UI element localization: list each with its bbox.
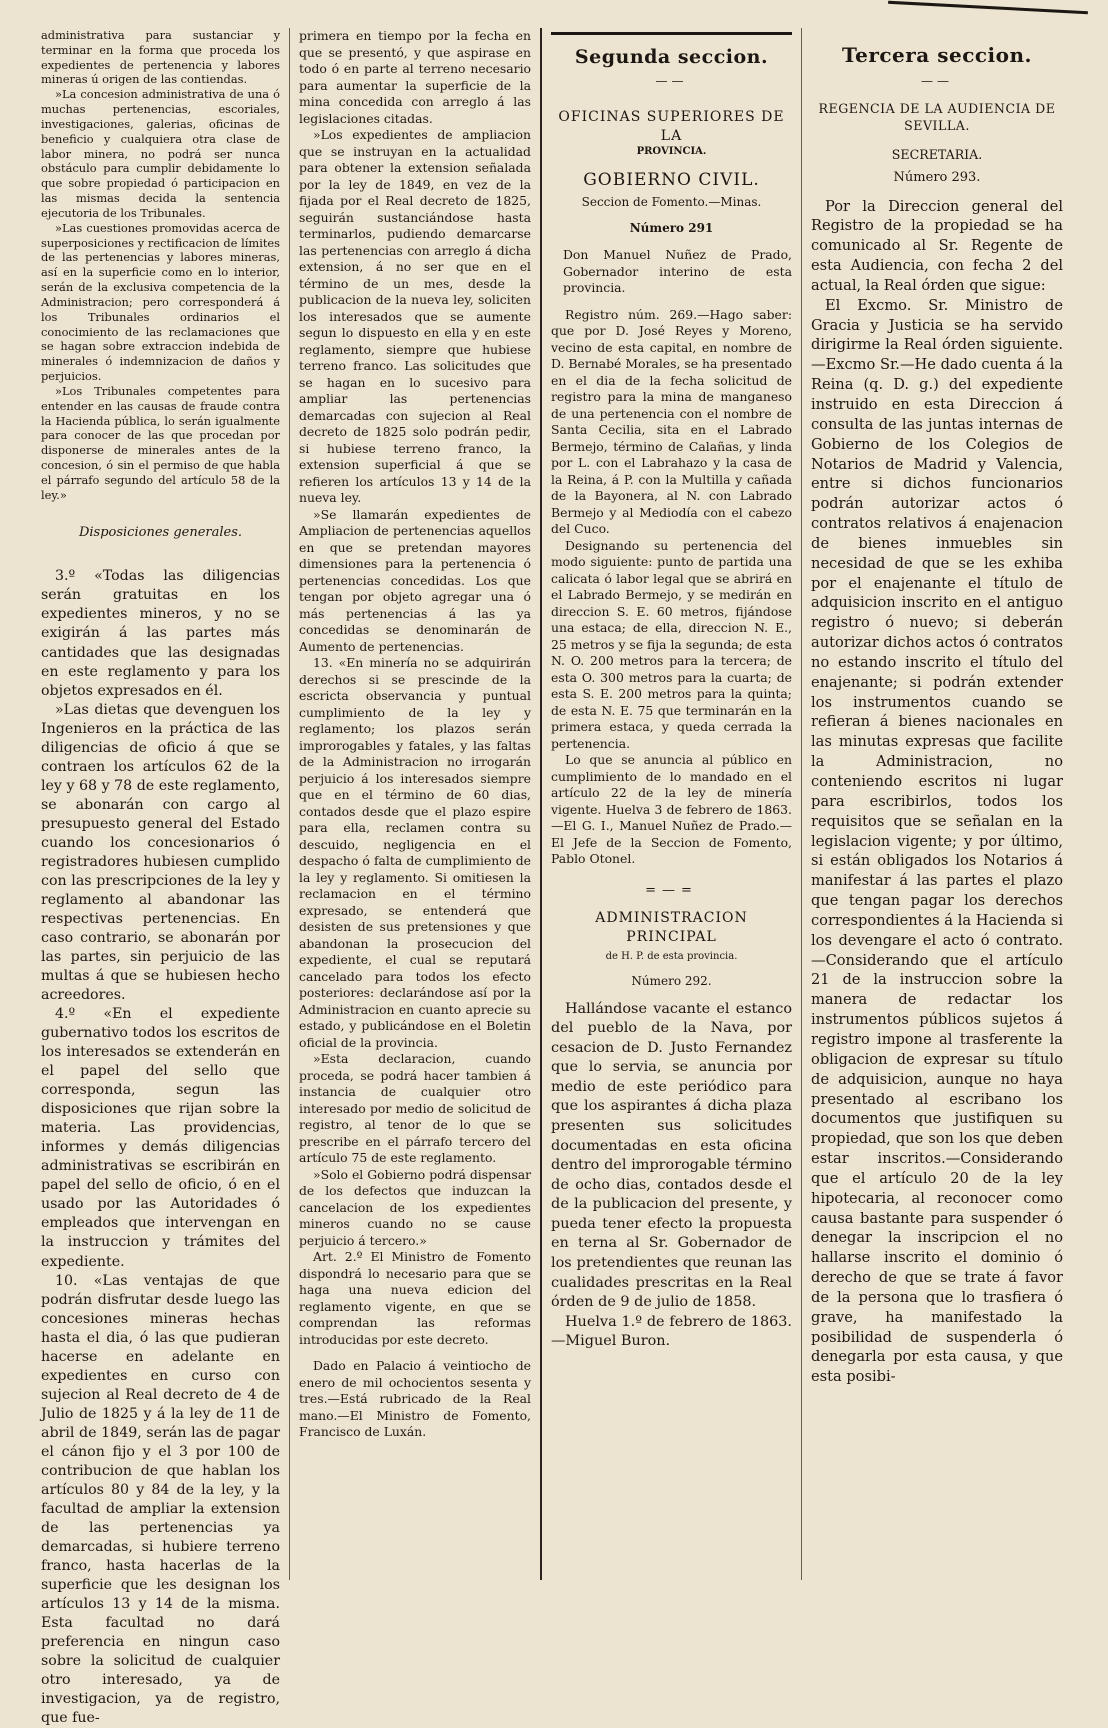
paragraph: 10. «Las ventajas de que podrán disfrutar desde luego las concesiones mineras hechas hasta el dia, ó las que pudieran hacerse en adelante en expedientes en curso con sujecion al Real decreto de 4 de Julio de 1825 y á la ley de 11 de abril de 1849, serán las de pagar el cánon fijo y el 3 por 100 de contribucion de que hablan los artículos 80 y 84 de la ley, y la facultad de ampliar la extension de las pertenencias ya demarcadas, si hubiere terreno franco, hasta hacerlas de la superficie que les designan los artículos 13 y 14 de la misma. Esta facultad no dará preferencia en ningun caso sobre la solicitud de cualquier otro interesado, ya de investigacion, ya de registro, que fue- bbox=[41, 1272, 280, 1727]
column-4 bbox=[802, 28, 1072, 1580]
paragraph: Registro núm. 269.—Hago saber: que por D. José Reyes y Moreno, vecino de esta capital, en nombre de D. Bernabé Morales, se ha presentado en el dia de la fecha solicitud de registro para la mina de manganeso de una pertenencia con el nombre de Santa Cecilia, sita en el Labrado Bermejo, término de Calañas, y linda por L. con el Labrahazo y la casa de la Reina, á P. con la Multilla y cañada de la Bayonera, al N. con Labrado Bermejo y al Mediodía con el cabezo del Cuco. bbox=[551, 306, 792, 537]
heavy-rule bbox=[551, 32, 792, 35]
paragraph: Art. 2.º El Ministro de Fomento dispondrá lo necesario para que se haga una nueva edicion del reglamento vigente, en que se comprendan las reformas introducidas por este decreto. bbox=[299, 1249, 531, 1347]
office-heading: ADMINISTRACION PRINCIPAL bbox=[595, 910, 748, 945]
notice-number: Número 292. bbox=[631, 973, 712, 988]
paragraph: »Las dietas que devenguen los Ingenieros en la práctica de las diligencias de oficio á que se contraen los artículos 62 de la ley y 68 y 78 de este reglamento, se abonarán con cargo al presupuesto general del Estado cuando los concesionarios ó registradores hubiesen cumplido con las prescripciones de la ley y reglamento al abandonar las respectivas pertenencias. En caso contrario, se abonarán por las partes, sin perjuicio de las multas á que se hubiesen hecho acreedores. bbox=[41, 701, 280, 1004]
paragraph: 13. «En minería no se adquirirán derechos si se prescinde de la escricta observancia y puntual cumplimiento de la ley y reglamento; los plazos serán improrogables y fatales, y las faltas de la Administracion no irrogarán perjuicio á los interesados siempre que en el término de 60 dias, contados desde que el plazo espire para ella, reclamen contra su descuido, negligencia en el despacho ó falta de cumplimiento de la ley y reglamento. Si omitiesen la reclamacion en el término expresado, se entenderá que desisten de sus pretensiones y que abandonan la prosecucion del expediente, el cual se reputará cancelado para todos los efecto posteriores: declarándose así por la Administracion en cuanto aprecie su estado, y publicándose en el Boletin oficial de la provincia. bbox=[299, 655, 531, 1050]
paragraph: Dado en Palacio á veintiocho de enero de mil ochocientos sesenta y tres.—Está rubricado de la Real mano.—El Ministro de Fomento, Francisco de Luxán. bbox=[299, 1358, 531, 1439]
column-2 bbox=[290, 28, 542, 1580]
office-subheading: PROVINCIA. bbox=[636, 146, 707, 158]
office-subheading: de H. P. de esta provincia. bbox=[605, 951, 738, 963]
paragraph: »Los Tribunales competentes para entender en las causas de fraude contra la Hacienda pública, lo serán igualmente para conocer de las que procedan por disponerse de minerales antes de la concesion, ó sin el permiso de que habla el párrafo segundo del artículo 58 de la ley.» bbox=[41, 383, 280, 502]
department-line: Seccion de Fomento.—Minas. bbox=[581, 195, 762, 210]
paragraph: Por la Direccion general del Registro de la propiedad se ha comunicado al Sr. Regente de esta Audiencia, con fecha 2 del actual, la Real órden que sigue: bbox=[811, 197, 1063, 294]
paragraph: »Los expedientes de ampliacion que se instruyan en la actualidad para obtener la extension señalada por la ley de 1849, en vez de la fijada por el Real decreto de 1825, seguirán sustanciándose hasta terminarlos, pudiendo demarcarse las pertenencias con arreglo á dicha extension, á no ser que en el término de un mes, desde la publicacion de la nueva ley, soliciten los interesados que se aumente segun lo dispuesto en ella y en este reglamento, siempre que hubiese terreno franco. Las solicitudes que se hagan en lo sucesivo para ampliar las pertenencias demarcadas con sujecion al Real decreto de 1825 solo podrán pedir, si hubiese terreno franco, la extension superficial á que se refieren los artículos 13 y 14 de la nueva ley. bbox=[299, 127, 531, 505]
separator: =—= bbox=[645, 882, 698, 898]
paragraph: 4.º «En el expediente gubernativo todos los escritos de los interesados se extenderán en el papel del sello que corresponda, segun las disposiciones que rijan sobre la materia. Las providencias, informes y demás diligencias administrativas se escribirán en papel del sello de oficio, ó en el usado por las Autoridades ó empleados que intervengan en la instruccion y trámites del expediente. bbox=[41, 1006, 280, 1270]
top-rule bbox=[888, 1, 1088, 14]
office-heading: REGENCIA DE LA AUDIENCIA DE SEVILLA. bbox=[818, 100, 1056, 133]
section-subheading: Disposiciones generales. bbox=[78, 524, 243, 540]
paragraph: »La concesion administrativa de una ó muchas pertenencias, escoriales, investigaciones, galerias, oficinas de beneficio y cualquiera otra clase de labor minera, no podrá ser nunca obstáculo para cumplir debidamente lo que sobre propiedad ó participacion en las mismas decida la sentencia ejecutoria de los Tribunales. bbox=[41, 87, 280, 220]
paragraph: »Solo el Gobierno podrá dispensar de los defectos que induzcan la cancelacion de los expedientes mineros cuando no se cause perjuicio á tercero.» bbox=[299, 1166, 531, 1248]
paragraph: El Excmo. Sr. Ministro de Gracia y Justicia se ha servido dirigirme la Real órden siguiente.—Excmo Sr.—He dado cuenta á la Reina (q. D. g.) del expediente instruido en esta Direccion á consulta de las juntas internas de Gobierno de los Colegios de Notarios de Madrid y Valencia, entre si dichos funcionarios podrán autorizar actos ó contratos relativos á enajenacion de bienes inmuebles sin necesidad de que se les exhiba por el enajenante el título de adquisicion inscrito en el antiguo registro ó nuevo; si deberán autorizar dichos actos ó contratos no estando inscrito el título del enajenante; si podrán extender los instrumentos cuando se refieran á bienes nacionales en las minutas expresas que facilite la Administracion, no conteniendo escritos ni lugar para escribirlos, todos los requisitos que se señalan en la legislacion vigente; y por último, si están obligados los Notarios á manifestar á las partes el plazo que tengan pagar los derechos correspondientes á la Hacienda si los devengare el acto ó contrato.—Considerando que el artículo 21 de la instruccion sobre la manera de redactar los instrumentos públicos sujetos á registro impone al trasferente la obligacion de expresar su título de adquisicion, aunque no haya presentado al escribano los documentos que justifiquen su propiedad, que son los que deben estar inscritos.—Considerando que el artículo 20 de la ley hipotecaria, al reconocer como causa bastante para suspender ó denegar la inscripcion el no hallarse inscrito el dominio ó derecho de que se trate á favor de la persona que lo trasfiera ó grave, ha manifestado la posibilidad de suspenderla ó denegarla por esta causa, y que esta posibi- bbox=[811, 296, 1064, 1386]
paragraph: administrativa para sustanciar y terminar en la forma que proceda los expedientes de pertenencia y labores mineras ú origen de las contiendas. bbox=[41, 28, 280, 87]
notice-number: Número 293. bbox=[893, 169, 981, 185]
section-title: Tercera seccion. bbox=[842, 43, 1032, 67]
paragraph: 3.º «Todas las diligencias serán gratuitas en los expedientes mineros, y no se exigirán á las partes más cantidades que las designadas en este reglamento y para los objetos expresados en él. bbox=[41, 568, 280, 699]
divider: —— bbox=[655, 74, 688, 89]
paragraph: Huelva 1.º de febrero de 1863.—Miguel Buron. bbox=[551, 1313, 792, 1350]
office-subheading: SECRETARIA. bbox=[891, 146, 983, 162]
divider: —— bbox=[921, 74, 953, 89]
office-heading: OFICINAS SUPERIORES DE LA bbox=[558, 109, 785, 144]
paragraph: Hallándose vacante el estanco del pueblo de la Nava, por cesacion de D. Justo Fernandez que lo servia, se anuncia por medio de este periódico para que los aspirantes á dicha plaza presenten sus solicitudes documentadas en esta oficina dentro del improrogable término de ocho dias, contados desde el de la publicacion del presente, y pueda tener efecto la propuesta en terna al Sr. Gobernador de los pretendientes que reunan las cualidades prescritas en la Real órden de 9 de julio de 1858. bbox=[551, 1000, 792, 1311]
signer-line: Don Manuel Nuñez de Prado, Gobernador interino de esta provincia. bbox=[563, 247, 792, 296]
department-heading: GOBIERNO CIVIL. bbox=[583, 169, 760, 190]
section-title: Segunda seccion. bbox=[574, 46, 769, 68]
paragraph: »Se llamarán expedientes de Ampliacion de pertenencias aquellos en que se pretendan mayores dimensiones para la pertenencia ó pertenencias concedidas. Los que tengan por objeto agregar una ó más pertenencias á las ya concedidas se denominarán de Aumento de pertenencias. bbox=[299, 506, 531, 654]
column-3 bbox=[542, 28, 802, 1580]
notice-number: Número 291 bbox=[629, 221, 714, 236]
column-1 bbox=[32, 28, 290, 1727]
paragraph: »Esta declaracion, cuando proceda, se podrá hacer tambien á instancia de cualquier otro interesado por medio de solicitud de registro, al tenor de lo que se prescribe en el párrafo tercero del artículo 75 de este reglamento. bbox=[299, 1051, 531, 1165]
paragraph: Designando su pertenencia del modo siguiente: punto de partida una calicata ó labor legal que se abrirá en el Labrado Bermejo, y se medirán en direccion S. E. 60 metros, fijándose una estaca; de ella, direccion N. E., 25 metros y se fija la segunda; de esta N. O. 200 metros para la tercera; de esta O. 300 metros para la cuarta; de esta S. E. 200 metros para la quinta; de esta N. E. 75 que terminarán en la primera estaca, y queda cerrada la pertenencia. bbox=[551, 537, 793, 751]
paragraph: Lo que se anuncia al público en cumplimiento de lo mandado en el artículo 22 de la ley de minería vigente. Huelva 3 de febrero de 1863.—El G. I., Manuel Nuñez de Prado.—El Jefe de la Seccion de Fomento, Pablo Otonel. bbox=[551, 752, 792, 867]
paragraph: »Las cuestiones promovidas acerca de superposiciones y rectificacion de límites de las pertenencias y labores mineras, así en la superficie como en lo interior, serán de la exclusiva competencia de la Administracion; pero corresponderá á los Tribunales ordinarios el conocimiento de las reclamaciones que se hagan sobre extraccion indebida de minerales ó indemnizacion de daños y perjuicios. bbox=[41, 220, 280, 384]
paragraph: primera en tiempo por la fecha en que se presentó, y que aspirase en todo ó en parte al terreno necesario para aumentar la superficie de la mina concedida con arreglo á las legislaciones citadas. bbox=[299, 28, 531, 126]
